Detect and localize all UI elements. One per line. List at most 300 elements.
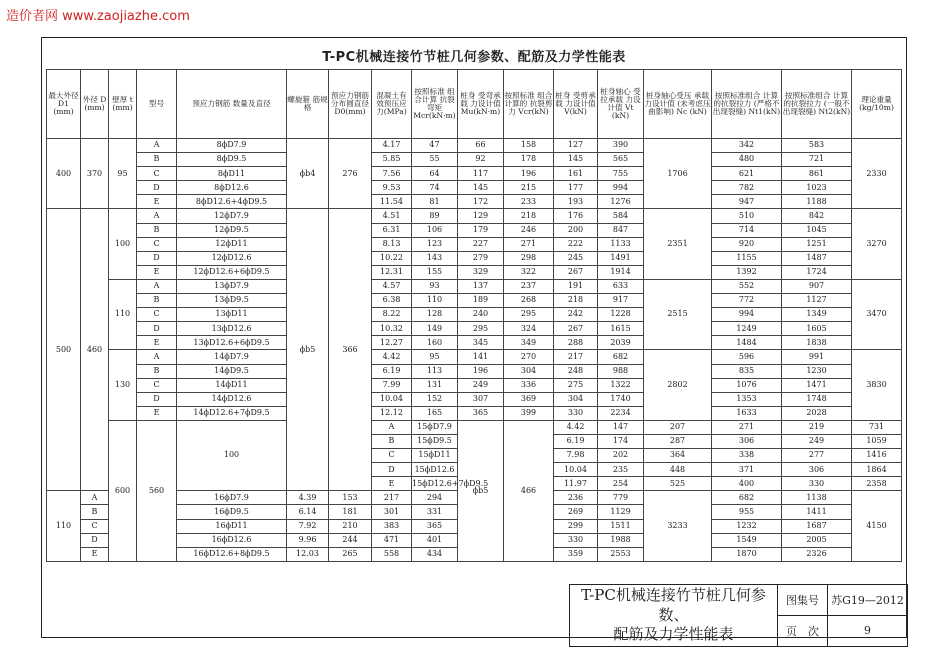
outer-diameter-cell: 560 [137,420,177,561]
theoretical-weight-cell: 3470 [852,279,902,349]
rebar-cell: 15ϕD9.5 [412,434,458,448]
axial-compression-cell: 2802 [644,350,712,420]
value-cell: 279 [458,251,504,265]
value-cell: 265 [329,547,372,561]
value-cell: 242 [554,308,598,322]
value-cell: 1511 [598,519,644,533]
value-cell: 66 [458,139,504,153]
value-cell: 359 [554,547,598,561]
value-cell: 235 [598,463,644,477]
value-cell: 6.19 [372,364,412,378]
value-cell: 4.17 [372,139,412,153]
value-cell: 155 [412,265,458,279]
column-header: 壁厚 t (mm) [109,70,137,139]
value-cell: 682 [598,350,644,364]
model-cell: D [137,181,177,195]
value-cell: 271 [504,237,554,251]
column-header: 桩身 受剪承载 力设计值 V(kN) [554,70,598,139]
rebar-cell: 13ϕD7.9 [177,279,287,293]
rebar-cell: 13ϕD12.6 [177,322,287,336]
model-cell: A [81,491,109,505]
value-cell: 288 [554,336,598,350]
axial-compression-cell: 2351 [644,209,712,279]
rebar-cell: 12ϕD11 [177,237,287,251]
model-cell: A [137,139,177,153]
value-cell: 322 [504,265,554,279]
value-cell: 74 [412,181,458,195]
value-cell: 254 [598,477,644,491]
table-row [47,350,902,364]
axial-compression-cell: 1706 [644,139,712,209]
value-cell: 152 [412,392,458,406]
value-cell: 371 [712,463,782,477]
table-row [47,420,902,434]
column-header: 桩身轴心受压 承载力设计值 (未考虑压曲影响) Nc (kN) [644,70,712,139]
value-cell: 149 [412,322,458,336]
value-cell: 145 [458,181,504,195]
value-cell: 8.22 [372,308,412,322]
atlas-number: 苏G19—2012 [828,585,908,616]
value-cell: 117 [458,167,504,181]
value-cell: 861 [782,167,852,181]
value-cell: 1133 [598,237,644,251]
value-cell: 1864 [852,463,902,477]
value-cell: 988 [598,364,644,378]
model-cell: E [137,195,177,209]
value-cell: 106 [412,223,458,237]
rebar-cell: 13ϕD9.5 [177,294,287,308]
value-cell: 222 [554,237,598,251]
table-row [47,378,902,392]
table-row [47,195,902,209]
value-cell: 137 [458,279,504,293]
page-title: T-PC机械连接竹节桩几何参数、配筋及力学性能表 [322,50,626,65]
table-row [47,181,902,195]
value-cell: 596 [712,350,782,364]
value-cell: 93 [412,279,458,293]
value-cell: 207 [644,420,712,434]
value-cell: 89 [412,209,458,223]
rebar-cell: 15ϕD12.6+7ϕD9.5 [412,477,458,491]
rebar-cell: 16ϕD9.5 [177,505,287,519]
axial-compression-cell: 3233 [644,491,712,561]
rebar-cell: 8ϕD11 [177,167,287,181]
value-cell: 11.54 [372,195,412,209]
value-cell: 399 [504,406,554,420]
value-cell: 161 [554,167,598,181]
value-cell: 2234 [598,406,644,420]
value-cell: 306 [712,434,782,448]
value-cell: 349 [504,336,554,350]
value-cell: 994 [712,308,782,322]
value-cell: 2039 [598,336,644,350]
value-cell: 7.98 [554,449,598,463]
model-cell: A [137,209,177,223]
rebar-cell: 14ϕD12.6+7ϕD9.5 [177,406,287,420]
value-cell: 364 [644,449,712,463]
value-cell: 176 [554,209,598,223]
value-cell: 448 [644,463,712,477]
value-cell: 123 [412,237,458,251]
value-cell: 269 [554,505,598,519]
value-cell: 165 [412,406,458,420]
model-cell: E [137,336,177,350]
value-cell: 244 [329,533,372,547]
value-cell: 480 [712,153,782,167]
value-cell: 64 [412,167,458,181]
table-row [47,392,902,406]
value-cell: 217 [372,491,412,505]
theoretical-weight-cell: 3830 [852,350,902,420]
value-cell: 1838 [782,336,852,350]
page-number: 9 [828,615,908,646]
value-cell: 1988 [598,533,644,547]
value-cell: 237 [504,279,554,293]
title-block [569,584,908,647]
table-row [47,308,902,322]
wall-thickness-cell: 110 [47,491,81,561]
model-cell: D [137,322,177,336]
column-header: 螺旋箍 筋规格 [287,70,329,139]
title-block-line1: T-PC机械连接竹节桩几何参数、 [581,586,766,624]
rebar-cell: 16ϕD12.6 [177,533,287,547]
value-cell: 1228 [598,308,644,322]
model-cell: D [81,533,109,547]
value-cell: 1748 [782,392,852,406]
value-cell: 7.99 [372,378,412,392]
column-header: 按照标准 组合计算的 抗裂剪力 Vcr(kN) [504,70,554,139]
value-cell: 1023 [782,181,852,195]
value-cell: 1471 [782,378,852,392]
value-cell: 249 [458,378,504,392]
value-cell: 8.13 [372,237,412,251]
model-cell: B [372,434,412,448]
value-cell: 217 [554,350,598,364]
value-cell: 991 [782,350,852,364]
wall-thickness-cell: 130 [109,350,137,420]
value-cell: 2326 [782,547,852,561]
value-cell: 267 [554,265,598,279]
outer-diameter-cell: 460 [81,209,109,491]
value-cell: 907 [782,279,852,293]
value-cell: 299 [554,519,598,533]
value-cell: 219 [782,420,852,434]
table-row [47,223,902,237]
value-cell: 7.92 [287,519,329,533]
column-header: 理论重量 (kg/10m) [852,70,902,139]
value-cell: 47 [412,139,458,153]
page-label: 页 次 [778,615,828,646]
value-cell: 202 [598,449,644,463]
value-cell: 295 [504,308,554,322]
column-header: 型号 [137,70,177,139]
value-cell: 92 [458,153,504,167]
value-cell: 248 [554,364,598,378]
rebar-cell: 8ϕD12.6 [177,181,287,195]
value-cell: 9.96 [287,533,329,547]
value-cell: 141 [458,350,504,364]
value-cell: 920 [712,237,782,251]
value-cell: 835 [712,364,782,378]
max-outer-diameter-cell: 400 [47,139,81,209]
value-cell: 4.51 [372,209,412,223]
value-cell: 4.42 [554,420,598,434]
value-cell: 6.19 [554,434,598,448]
value-cell: 10.32 [372,322,412,336]
value-cell: 552 [712,279,782,293]
value-cell: 1605 [782,322,852,336]
value-cell: 95 [412,350,458,364]
value-cell: 714 [712,223,782,237]
value-cell: 196 [458,364,504,378]
value-cell: 177 [554,181,598,195]
value-cell: 2553 [598,547,644,561]
value-cell: 584 [598,209,644,223]
column-header: 按照标准组合 计算的抗裂拉力 (严格不出现裂缝) Nt1(kN) [712,70,782,139]
value-cell: 1127 [782,294,852,308]
model-cell: C [81,519,109,533]
value-cell: 6.14 [287,505,329,519]
theoretical-weight-cell: 4150 [852,491,902,561]
value-cell: 330 [782,477,852,491]
value-cell: 342 [712,139,782,153]
value-cell: 401 [412,533,458,547]
value-cell: 510 [712,209,782,223]
column-header: 按照标准组合 计算的抗裂拉力 (一般不出现裂缝) Nt2(kN) [782,70,852,139]
column-header: 最大外径 D1 (mm) [47,70,81,139]
column-header: 预应力钢筋 数量及直径 [177,70,287,139]
value-cell: 682 [712,491,782,505]
table-row [47,153,902,167]
value-cell: 1138 [782,491,852,505]
rebar-cell: 12ϕD9.5 [177,223,287,237]
value-cell: 847 [598,223,644,237]
value-cell: 1353 [712,392,782,406]
max-outer-diameter-cell: 600 [109,420,137,561]
value-cell: 583 [782,139,852,153]
value-cell: 246 [504,223,554,237]
value-cell: 210 [329,519,372,533]
value-cell: 955 [712,505,782,519]
value-cell: 1740 [598,392,644,406]
value-cell: 621 [712,167,782,181]
wall-thickness-cell: 100 [109,209,137,279]
rebar-cell: 14ϕD7.9 [177,350,287,364]
column-header: 外径 D (mm) [81,70,109,139]
value-cell: 842 [782,209,852,223]
atlas-label: 图集号 [778,585,828,616]
value-cell: 1076 [712,378,782,392]
rebar-cell: 16ϕD12.6+8ϕD9.5 [177,547,287,561]
wall-thickness-cell: 110 [109,279,137,349]
value-cell: 1870 [712,547,782,561]
column-header: 混凝土有 效预压应 力(MPa) [372,70,412,139]
value-cell: 227 [458,237,504,251]
value-cell: 4.39 [287,491,329,505]
table-row [47,279,902,293]
rebar-cell: 14ϕD11 [177,378,287,392]
value-cell: 193 [554,195,598,209]
rebar-cell: 16ϕD11 [177,519,287,533]
wall-thickness-cell: 95 [109,139,137,209]
model-cell: B [137,153,177,167]
value-cell: 249 [782,434,852,448]
value-cell: 158 [504,139,554,153]
table-row [47,209,902,223]
value-cell: 127 [554,139,598,153]
value-cell: 9.53 [372,181,412,195]
value-cell: 731 [852,420,902,434]
value-cell: 55 [412,153,458,167]
value-cell: 779 [598,491,644,505]
value-cell: 471 [372,533,412,547]
value-cell: 4.57 [372,279,412,293]
value-cell: 400 [712,477,782,491]
column-header: 桩身轴心 受拉承载 力设计值 Vt (kN) [598,70,644,139]
spiral-stirrup-cell: ϕb5 [458,420,504,561]
value-cell: 390 [598,139,644,153]
value-cell: 301 [372,505,412,519]
title-block-line2: 配筋及力学性能表 [613,625,734,643]
value-cell: 1491 [598,251,644,265]
value-cell: 2005 [782,533,852,547]
table-row [47,265,902,279]
value-cell: 1059 [852,434,902,448]
table-row [47,251,902,265]
value-cell: 174 [598,434,644,448]
value-cell: 1487 [782,251,852,265]
value-cell: 306 [782,463,852,477]
value-cell: 240 [458,308,504,322]
value-cell: 10.04 [372,392,412,406]
model-cell: D [137,251,177,265]
value-cell: 110 [412,294,458,308]
value-cell: 1914 [598,265,644,279]
value-cell: 1276 [598,195,644,209]
value-cell: 1687 [782,519,852,533]
value-cell: 1484 [712,336,782,350]
rebar-cell: 15ϕD7.9 [412,420,458,434]
value-cell: 1392 [712,265,782,279]
value-cell: 236 [554,491,598,505]
column-header: 按照标准 组合计算 抗裂弯矩 Mcr(kN·m) [412,70,458,139]
value-cell: 1188 [782,195,852,209]
value-cell: 298 [504,251,554,265]
table-row [47,406,902,420]
rebar-cell: 14ϕD9.5 [177,364,287,378]
value-cell: 12.03 [287,547,329,561]
value-cell: 558 [372,547,412,561]
value-cell: 1411 [782,505,852,519]
value-cell: 10.04 [554,463,598,477]
rebar-cell: 14ϕD12.6 [177,392,287,406]
value-cell: 295 [458,322,504,336]
table-row [47,322,902,336]
value-cell: 369 [504,392,554,406]
theoretical-weight-cell: 3270 [852,209,902,279]
value-cell: 268 [504,294,554,308]
value-cell: 131 [412,378,458,392]
value-cell: 565 [598,153,644,167]
value-cell: 1045 [782,223,852,237]
value-cell: 271 [712,420,782,434]
value-cell: 1615 [598,322,644,336]
model-cell: A [137,279,177,293]
value-cell: 1155 [712,251,782,265]
value-cell: 245 [554,251,598,265]
model-cell: C [137,378,177,392]
value-cell: 196 [504,167,554,181]
value-cell: 2358 [852,477,902,491]
value-cell: 275 [554,378,598,392]
value-cell: 330 [554,533,598,547]
value-cell: 10.22 [372,251,412,265]
value-cell: 330 [554,406,598,420]
table-row [47,294,902,308]
model-cell: E [372,477,412,491]
value-cell: 215 [504,181,554,195]
rebar-cell: 8ϕD7.9 [177,139,287,153]
value-cell: 178 [504,153,554,167]
value-cell: 179 [458,223,504,237]
value-cell: 12.31 [372,265,412,279]
value-cell: 145 [554,153,598,167]
rebar-cell: 12ϕD12.6 [177,251,287,265]
rebar-cell: 8ϕD12.6+4ϕD9.5 [177,195,287,209]
value-cell: 277 [782,449,852,463]
value-cell: 191 [554,279,598,293]
value-cell: 5.85 [372,153,412,167]
value-cell: 189 [458,294,504,308]
value-cell: 12.12 [372,406,412,420]
value-cell: 365 [458,406,504,420]
value-cell: 218 [504,209,554,223]
value-cell: 304 [504,364,554,378]
value-cell: 307 [458,392,504,406]
value-cell: 917 [598,294,644,308]
value-cell: 338 [712,449,782,463]
max-outer-diameter-cell: 500 [47,209,81,491]
rebar-cell: 15ϕD12.6 [412,463,458,477]
value-cell: 218 [554,294,598,308]
value-cell: 336 [504,378,554,392]
value-cell: 1416 [852,449,902,463]
rebar-cell: 13ϕD11 [177,308,287,322]
value-cell: 143 [412,251,458,265]
model-cell: E [137,265,177,279]
value-cell: 153 [329,491,372,505]
value-cell: 270 [504,350,554,364]
value-cell: 1129 [598,505,644,519]
title-block-title [570,585,778,647]
model-cell: A [372,420,412,434]
model-cell: C [137,237,177,251]
value-cell: 324 [504,322,554,336]
value-cell: 994 [598,181,644,195]
value-cell: 287 [644,434,712,448]
model-cell: B [137,294,177,308]
table-row [47,139,902,153]
value-cell: 1230 [782,364,852,378]
model-cell: B [137,223,177,237]
value-cell: 147 [598,420,644,434]
value-cell: 772 [712,294,782,308]
rebar-cell: 8ϕD9.5 [177,153,287,167]
value-cell: 947 [712,195,782,209]
value-cell: 755 [598,167,644,181]
value-cell: 294 [412,491,458,505]
value-cell: 172 [458,195,504,209]
